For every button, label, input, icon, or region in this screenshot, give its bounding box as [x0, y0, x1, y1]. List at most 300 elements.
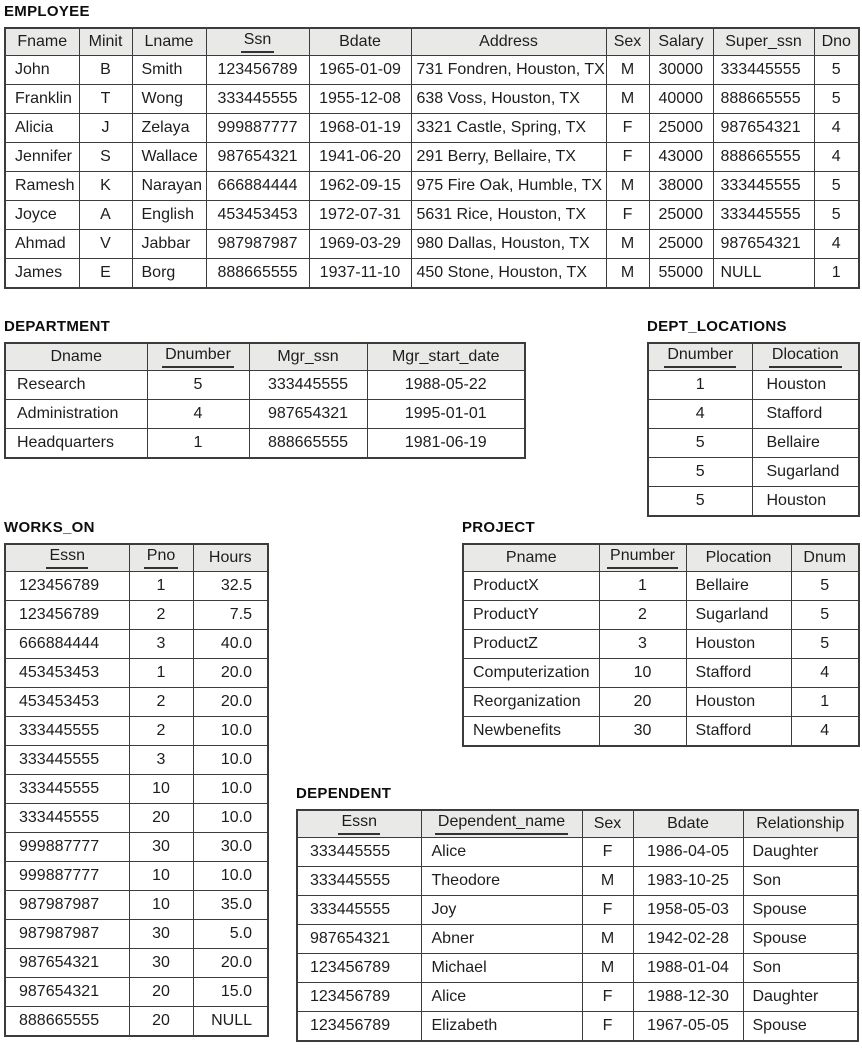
table-cell: M — [606, 85, 649, 114]
table-cell: 5 — [791, 572, 859, 601]
table-cell: M — [582, 954, 633, 983]
table-cell: ProductY — [463, 601, 599, 630]
table-cell: 32.5 — [193, 572, 268, 601]
table-row — [5, 1007, 268, 1037]
column-header-essn — [297, 810, 421, 838]
table-row — [5, 920, 268, 949]
table-cell: 1 — [599, 572, 686, 601]
table-cell: 10 — [129, 775, 193, 804]
table-cell: 4 — [147, 400, 249, 429]
table-cell: 1 — [814, 259, 859, 289]
table-cell: 30 — [129, 833, 193, 862]
table-cell: 987654321 — [5, 978, 129, 1007]
table-cell: 20.0 — [193, 949, 268, 978]
table-cell: 5 — [648, 429, 752, 458]
table-row — [5, 172, 859, 201]
project-relation — [462, 519, 860, 747]
table-cell: 1995-01-01 — [367, 400, 525, 429]
attribute-label: Hours — [208, 548, 252, 566]
table-cell: 731 Fondren, Houston, TX — [411, 56, 606, 85]
table-cell: 40.0 — [193, 630, 268, 659]
table-row — [5, 659, 268, 688]
table-cell: Sugarland — [752, 458, 859, 487]
table-cell: 20 — [129, 804, 193, 833]
table-cell: F — [606, 143, 649, 172]
table-cell: NULL — [193, 1007, 268, 1037]
table-row — [463, 572, 859, 601]
table-cell: 20 — [129, 1007, 193, 1037]
table-cell: 30 — [599, 717, 686, 747]
table-cell: 987987987 — [5, 891, 129, 920]
table-cell: Stafford — [686, 717, 791, 747]
table-cell: 10 — [129, 862, 193, 891]
table-cell: 5 — [147, 371, 249, 400]
table-cell: 35.0 — [193, 891, 268, 920]
table-cell: 10 — [129, 891, 193, 920]
table-cell: Borg — [132, 259, 206, 289]
table-cell: 987654321 — [249, 400, 367, 429]
attribute-label: Bdate — [339, 32, 381, 50]
table-cell: 2 — [599, 601, 686, 630]
table-cell: 4 — [791, 717, 859, 747]
table-cell: 666884444 — [5, 630, 129, 659]
table-row — [5, 259, 859, 289]
table-cell: Administration — [5, 400, 147, 429]
employee-table — [4, 27, 860, 289]
table-row — [5, 56, 859, 85]
table-cell: 888665555 — [249, 429, 367, 459]
table-cell: Daughter — [743, 838, 858, 867]
table-cell: 333445555 — [297, 838, 421, 867]
attribute-label: Mgr_ssn — [277, 347, 339, 365]
dept-locations-relation — [647, 318, 860, 517]
table-cell: 888665555 — [206, 259, 309, 289]
header-row — [463, 544, 859, 572]
table-cell: 2 — [129, 717, 193, 746]
table-row — [297, 925, 858, 954]
table-row — [5, 746, 268, 775]
key-attribute-label: Ssn — [241, 31, 275, 53]
column-header-pnumber — [599, 544, 686, 572]
table-cell: 666884444 — [206, 172, 309, 201]
table-cell: 1969-03-29 — [309, 230, 411, 259]
column-header-mgr_start_date — [367, 343, 525, 371]
table-cell: 5631 Rice, Houston, TX — [411, 201, 606, 230]
table-cell: 123456789 — [5, 601, 129, 630]
column-header-plocation — [686, 544, 791, 572]
table-cell: Elizabeth — [421, 1012, 582, 1042]
table-cell: Abner — [421, 925, 582, 954]
table-cell: M — [606, 259, 649, 289]
table-row — [5, 949, 268, 978]
attribute-label: Fname — [17, 32, 68, 50]
table-cell: 4 — [814, 143, 859, 172]
attribute-label: Plocation — [705, 548, 772, 566]
table-row — [5, 400, 525, 429]
table-cell: Bellaire — [686, 572, 791, 601]
table-row — [297, 983, 858, 1012]
table-cell: Franklin — [5, 85, 79, 114]
table-cell: 1972-07-31 — [309, 201, 411, 230]
header-row — [5, 28, 859, 56]
table-cell: 999887777 — [206, 114, 309, 143]
works-on-title: WORKS_ON — [4, 519, 95, 536]
table-cell: 4 — [648, 400, 752, 429]
table-cell: Spouse — [743, 925, 858, 954]
table-cell: 333445555 — [206, 85, 309, 114]
table-cell: V — [79, 230, 132, 259]
column-header-bdate — [309, 28, 411, 56]
table-cell: 55000 — [649, 259, 713, 289]
table-cell: Research — [5, 371, 147, 400]
table-cell: 1 — [648, 371, 752, 400]
table-cell: Ahmad — [5, 230, 79, 259]
table-cell: 999887777 — [5, 833, 129, 862]
table-cell: 25000 — [649, 201, 713, 230]
table-cell: Stafford — [686, 659, 791, 688]
column-header-minit — [79, 28, 132, 56]
attribute-label: Address — [479, 32, 538, 50]
table-cell: NULL — [713, 259, 814, 289]
table-cell: 333445555 — [297, 896, 421, 925]
table-cell: 450 Stone, Houston, TX — [411, 259, 606, 289]
table-cell: 1965-01-09 — [309, 56, 411, 85]
table-cell: Theodore — [421, 867, 582, 896]
column-header-dnumber — [648, 343, 752, 371]
table-cell: Alice — [421, 983, 582, 1012]
table-cell: 333445555 — [5, 717, 129, 746]
table-cell: 1986-04-05 — [633, 838, 743, 867]
column-header-fname — [5, 28, 79, 56]
key-attribute-label: Essn — [46, 547, 88, 569]
key-attribute-label: Pno — [144, 547, 178, 569]
table-cell: 980 Dallas, Houston, TX — [411, 230, 606, 259]
table-cell: 30 — [129, 949, 193, 978]
table-cell: K — [79, 172, 132, 201]
table-row — [5, 688, 268, 717]
table-cell: 1958-05-03 — [633, 896, 743, 925]
table-cell: 10.0 — [193, 804, 268, 833]
table-cell: 5 — [814, 172, 859, 201]
table-cell: 987987987 — [5, 920, 129, 949]
table-row — [5, 891, 268, 920]
dependent-relation — [296, 785, 859, 1042]
table-cell: M — [582, 867, 633, 896]
table-cell: 3 — [599, 630, 686, 659]
table-cell: Computerization — [463, 659, 599, 688]
table-cell: 1937-11-10 — [309, 259, 411, 289]
attribute-label: Minit — [88, 32, 123, 50]
project-title: PROJECT — [462, 519, 535, 536]
table-cell: 333445555 — [5, 804, 129, 833]
table-row — [5, 833, 268, 862]
key-attribute-label: Dnumber — [162, 346, 234, 368]
table-cell: 999887777 — [5, 862, 129, 891]
table-row — [297, 1012, 858, 1042]
table-cell: 7.5 — [193, 601, 268, 630]
key-attribute-label: Dlocation — [769, 346, 842, 368]
table-row — [463, 688, 859, 717]
column-header-essn — [5, 544, 129, 572]
table-cell: English — [132, 201, 206, 230]
column-header-bdate — [633, 810, 743, 838]
table-cell: F — [606, 114, 649, 143]
table-cell: 291 Berry, Bellaire, TX — [411, 143, 606, 172]
table-cell: 123456789 — [206, 56, 309, 85]
table-cell: 25000 — [649, 230, 713, 259]
header-row — [5, 544, 268, 572]
table-cell: 15.0 — [193, 978, 268, 1007]
table-cell: B — [79, 56, 132, 85]
column-header-relationship — [743, 810, 858, 838]
table-cell: Zelaya — [132, 114, 206, 143]
table-cell: Joyce — [5, 201, 79, 230]
table-row — [5, 201, 859, 230]
attribute-label: Mgr_start_date — [391, 347, 500, 365]
table-cell: 3321 Castle, Spring, TX — [411, 114, 606, 143]
table-cell: 333445555 — [713, 56, 814, 85]
column-header-hours — [193, 544, 268, 572]
department-table — [4, 342, 526, 459]
attribute-label: Lname — [144, 32, 194, 50]
table-cell: E — [79, 259, 132, 289]
table-cell: Smith — [132, 56, 206, 85]
table-cell: 1942-02-28 — [633, 925, 743, 954]
table-cell: 888665555 — [5, 1007, 129, 1037]
table-cell: 5 — [814, 201, 859, 230]
column-header-sex — [582, 810, 633, 838]
table-cell: 975 Fire Oak, Humble, TX — [411, 172, 606, 201]
table-cell: 1955-12-08 — [309, 85, 411, 114]
dependent-title: DEPENDENT — [296, 785, 392, 802]
table-cell: 20 — [129, 978, 193, 1007]
table-row — [5, 601, 268, 630]
table-row — [297, 896, 858, 925]
employee-title: EMPLOYEE — [4, 3, 90, 20]
table-cell: 5 — [791, 601, 859, 630]
attribute-label: Relationship — [756, 814, 845, 832]
table-cell: Wallace — [132, 143, 206, 172]
table-cell: 5 — [648, 458, 752, 487]
table-cell: 25000 — [649, 114, 713, 143]
table-cell: Jabbar — [132, 230, 206, 259]
table-cell: Houston — [752, 371, 859, 400]
table-row — [5, 978, 268, 1007]
table-cell: Daughter — [743, 983, 858, 1012]
table-row — [648, 429, 859, 458]
table-cell: Alicia — [5, 114, 79, 143]
table-cell: 333445555 — [297, 867, 421, 896]
table-cell: 5 — [814, 56, 859, 85]
table-cell: 333445555 — [5, 746, 129, 775]
dependent-table — [296, 809, 859, 1042]
table-cell: J — [79, 114, 132, 143]
column-header-pname — [463, 544, 599, 572]
department-title: DEPARTMENT — [4, 318, 111, 335]
table-cell: 40000 — [649, 85, 713, 114]
table-cell: 10 — [599, 659, 686, 688]
table-cell: 1941-06-20 — [309, 143, 411, 172]
key-attribute-label: Dependent_name — [435, 813, 568, 835]
table-row — [5, 114, 859, 143]
table-cell: 1962-09-15 — [309, 172, 411, 201]
table-cell: M — [606, 56, 649, 85]
table-cell: 5 — [814, 85, 859, 114]
key-attribute-label: Essn — [338, 813, 380, 835]
table-row — [648, 400, 859, 429]
table-cell: 987987987 — [206, 230, 309, 259]
table-cell: 987654321 — [5, 949, 129, 978]
table-cell: 3 — [129, 746, 193, 775]
table-cell: Spouse — [743, 1012, 858, 1042]
table-row — [5, 143, 859, 172]
column-header-salary — [649, 28, 713, 56]
table-cell: Alice — [421, 838, 582, 867]
column-header-mgr_ssn — [249, 343, 367, 371]
table-cell: 10.0 — [193, 775, 268, 804]
table-cell: 30000 — [649, 56, 713, 85]
table-row — [463, 630, 859, 659]
works-on-table — [4, 543, 269, 1037]
column-header-dname — [5, 343, 147, 371]
attribute-label: Dno — [821, 32, 851, 50]
table-cell: 888665555 — [713, 143, 814, 172]
table-cell: Michael — [421, 954, 582, 983]
table-cell: T — [79, 85, 132, 114]
attribute-label: Sex — [593, 814, 622, 832]
table-cell: Houston — [752, 487, 859, 517]
dept-locations-table — [647, 342, 860, 517]
table-cell: 1968-01-19 — [309, 114, 411, 143]
table-cell: F — [582, 838, 633, 867]
table-cell: 30.0 — [193, 833, 268, 862]
table-row — [5, 230, 859, 259]
column-header-super_ssn — [713, 28, 814, 56]
table-cell: M — [606, 172, 649, 201]
table-cell: 43000 — [649, 143, 713, 172]
table-cell: 1967-05-05 — [633, 1012, 743, 1042]
table-cell: Houston — [686, 688, 791, 717]
table-cell: Newbenefits — [463, 717, 599, 747]
attribute-label: Salary — [658, 32, 704, 50]
table-row — [297, 867, 858, 896]
table-row — [5, 572, 268, 601]
column-header-sex — [606, 28, 649, 56]
column-header-dependent_name — [421, 810, 582, 838]
project-table — [462, 543, 860, 747]
header-row — [648, 343, 859, 371]
table-cell: 1 — [129, 572, 193, 601]
table-cell: 123456789 — [297, 983, 421, 1012]
table-row — [648, 371, 859, 400]
table-cell: Bellaire — [752, 429, 859, 458]
table-cell: 5 — [648, 487, 752, 517]
table-row — [648, 487, 859, 517]
header-row — [5, 343, 525, 371]
column-header-dno — [814, 28, 859, 56]
table-cell: 1 — [147, 429, 249, 459]
table-cell: 333445555 — [713, 201, 814, 230]
column-header-dnumber — [147, 343, 249, 371]
table-cell: ProductX — [463, 572, 599, 601]
table-cell: 987654321 — [297, 925, 421, 954]
table-cell: 4 — [791, 659, 859, 688]
key-attribute-label: Pnumber — [607, 547, 678, 569]
column-header-ssn — [206, 28, 309, 56]
column-header-dlocation — [752, 343, 859, 371]
table-row — [5, 429, 525, 459]
table-cell: 453453453 — [5, 659, 129, 688]
table-cell: 987654321 — [713, 230, 814, 259]
table-cell: 20 — [599, 688, 686, 717]
table-cell: 453453453 — [206, 201, 309, 230]
table-cell: 1988-12-30 — [633, 983, 743, 1012]
table-cell: Ramesh — [5, 172, 79, 201]
table-cell: Headquarters — [5, 429, 147, 459]
table-row — [463, 717, 859, 747]
table-cell: Son — [743, 867, 858, 896]
table-row — [5, 371, 525, 400]
table-cell: 888665555 — [713, 85, 814, 114]
table-cell: 987654321 — [206, 143, 309, 172]
table-cell: 333445555 — [249, 371, 367, 400]
table-cell: Wong — [132, 85, 206, 114]
table-cell: 1988-05-22 — [367, 371, 525, 400]
table-cell: John — [5, 56, 79, 85]
table-row — [463, 659, 859, 688]
table-cell: A — [79, 201, 132, 230]
table-cell: 333445555 — [713, 172, 814, 201]
table-cell: Jennifer — [5, 143, 79, 172]
table-cell: 10.0 — [193, 862, 268, 891]
table-cell: Son — [743, 954, 858, 983]
table-row — [648, 458, 859, 487]
department-relation — [4, 318, 526, 459]
table-cell: 30 — [129, 920, 193, 949]
table-cell: Narayan — [132, 172, 206, 201]
table-cell: F — [582, 983, 633, 1012]
table-cell: 1983-10-25 — [633, 867, 743, 896]
table-cell: M — [606, 230, 649, 259]
table-row — [5, 717, 268, 746]
table-row — [5, 630, 268, 659]
table-cell: Sugarland — [686, 601, 791, 630]
table-cell: Houston — [686, 630, 791, 659]
table-cell: 38000 — [649, 172, 713, 201]
table-cell: M — [582, 925, 633, 954]
table-cell: 2 — [129, 688, 193, 717]
table-cell: ProductZ — [463, 630, 599, 659]
table-cell: Joy — [421, 896, 582, 925]
table-cell: 10.0 — [193, 717, 268, 746]
table-cell: 453453453 — [5, 688, 129, 717]
key-attribute-label: Dnumber — [664, 346, 736, 368]
table-cell: 1988-01-04 — [633, 954, 743, 983]
employee-relation — [4, 3, 860, 289]
table-row — [297, 838, 858, 867]
table-cell: 20.0 — [193, 688, 268, 717]
table-cell: F — [582, 896, 633, 925]
table-cell: 638 Voss, Houston, TX — [411, 85, 606, 114]
table-cell: 5 — [791, 630, 859, 659]
table-cell: 1 — [791, 688, 859, 717]
attribute-label: Dname — [50, 347, 103, 365]
table-cell: 333445555 — [5, 775, 129, 804]
table-cell: James — [5, 259, 79, 289]
table-cell: F — [606, 201, 649, 230]
table-row — [5, 85, 859, 114]
table-row — [5, 775, 268, 804]
